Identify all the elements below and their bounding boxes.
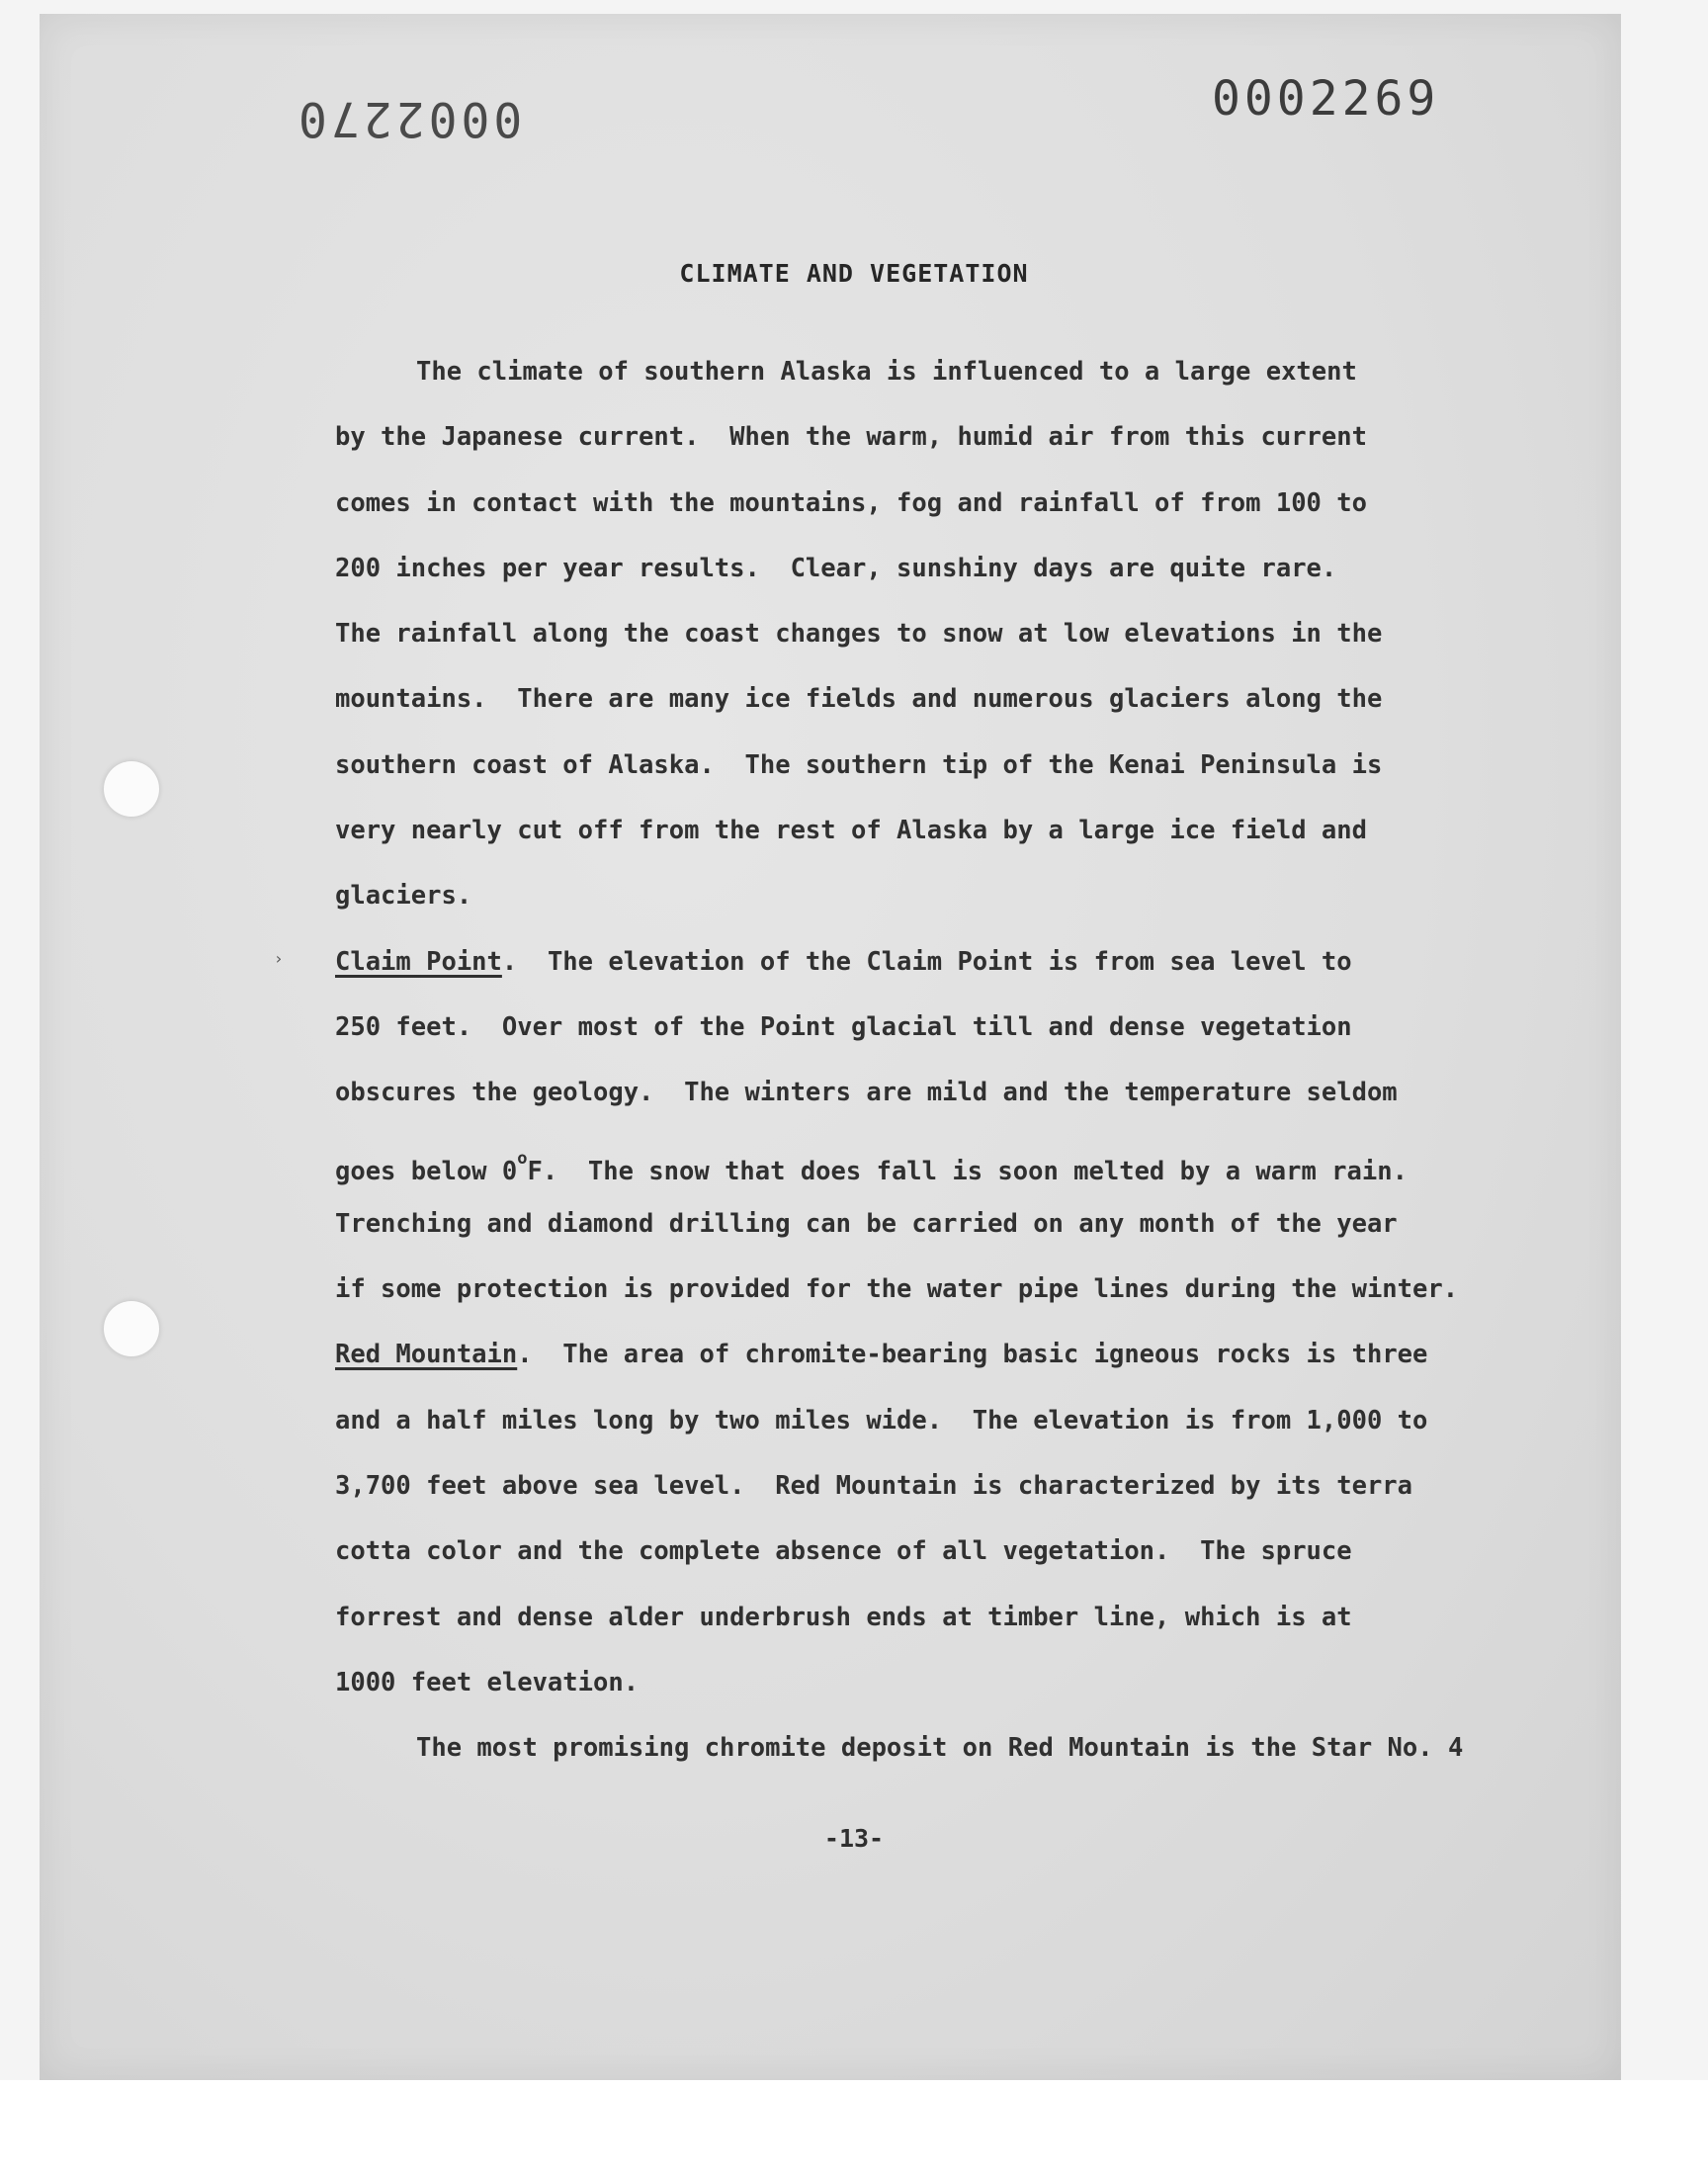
text-line: 200 inches per year results. Clear, sunshiny days are quite rare.: [335, 553, 1337, 583]
text-line: and a half miles long by two miles wide. The elevation is from 1,000 to: [335, 1405, 1428, 1436]
punch-hole-lower: [104, 1301, 159, 1356]
text-line: mountains. There are many ice fields and numerous glaciers along the: [335, 684, 1383, 715]
text-line: glaciers.: [335, 881, 472, 912]
text-line: forrest and dense alder underbrush ends at timber line, which is at: [335, 1602, 1352, 1632]
red-mountain-line: [335, 1335, 1561, 1400]
text-line: southern coast of Alaska. The southern tip of the Kenai Peninsula is: [335, 749, 1383, 780]
text-line: The climate of southern Alaska is influenced to a large extent: [416, 357, 1357, 387]
page-number: -13-: [823, 1824, 885, 1853]
text-line: obscures the geology. The winters are mild and the temperature seldom: [335, 1078, 1398, 1108]
document-body: [335, 352, 1561, 1794]
stamp-number-right: 0002269: [1212, 71, 1440, 127]
text-line: Trenching and diamond drilling can be carried on any month of the year: [335, 1208, 1398, 1239]
text-fragment: . The area of chromite-bearing basic igneous rocks is three: [517, 1340, 1428, 1370]
text-line: 1000 feet elevation.: [335, 1667, 640, 1697]
stamp-number-left: 0002270: [295, 91, 523, 146]
text-line: if some protection is provided for the water pipe lines during the winter.: [335, 1274, 1459, 1305]
text-line: cotta color and the complete absence of all vegetation. The spruce: [335, 1536, 1352, 1567]
text-fragment: . The elevation of the Claim Point is from sea level to: [501, 946, 1352, 977]
claim-point-line: [335, 942, 1561, 1007]
text-fragment: F. The snow that does fall is soon melted by a warm rain.: [527, 1156, 1408, 1186]
text-line: 3,700 feet above sea level. Red Mountain is characterized by its terra: [335, 1471, 1413, 1502]
margin-mark: ›: [274, 949, 284, 968]
text-line: The most promising chromite deposit on Red Mountain is the Star No. 4: [416, 1733, 1464, 1764]
degree-superscript: o: [517, 1148, 528, 1169]
text-fragment: goes below 0: [335, 1156, 518, 1186]
text-line: [335, 1139, 1561, 1204]
punch-hole-upper: [104, 761, 159, 817]
page-title: CLIMATE AND VEGETATION: [679, 259, 1029, 288]
text-line: 250 feet. Over most of the Point glacial till and dense vegetation: [335, 1011, 1352, 1042]
text-line: very nearly cut off from the rest of Alaska by a large ice field and: [335, 816, 1367, 846]
text-line: comes in contact with the mountains, fog and rainfall of from 100 to: [335, 487, 1367, 518]
scan-bottom-margin: [0, 2080, 1708, 2175]
red-mountain-heading: Red Mountain: [335, 1340, 518, 1370]
claim-point-heading: Claim Point: [335, 946, 502, 977]
text-line: by the Japanese current. When the warm, humid air from this current: [335, 422, 1367, 453]
text-line: The rainfall along the coast changes to snow at low elevations in the: [335, 619, 1383, 650]
